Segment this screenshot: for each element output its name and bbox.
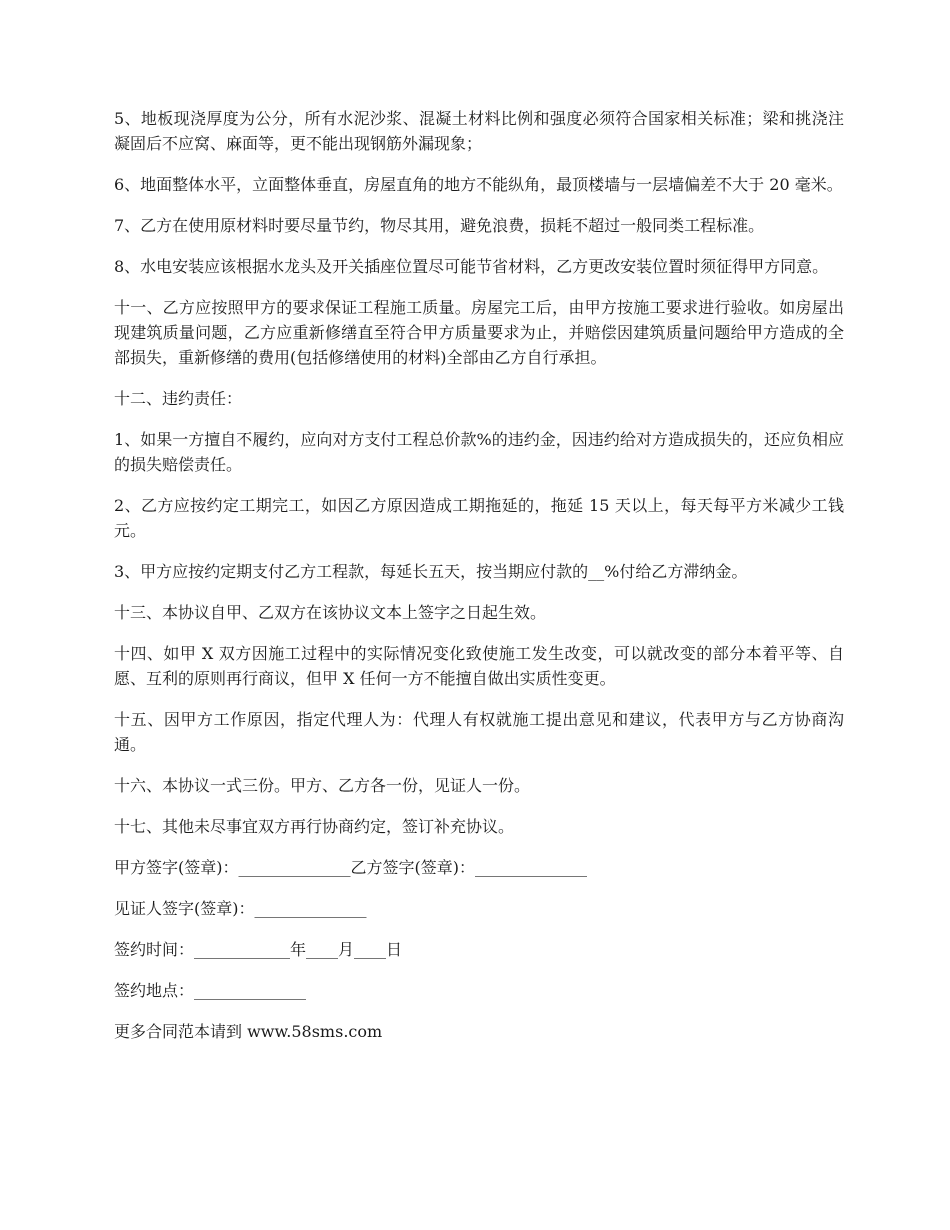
section-17: 十七、其他未尽事宜双方再行协商约定，签订补充协议。 [114,817,515,836]
clause-8: 8、水电安装应该根据水龙头及开关插座位置尽可能节省材料，乙方更改安装位置时须征得甲方同意。 [114,257,829,276]
section-15: 十五、因甲方工作原因，指定代理人为：代理人有权就施工提出意见和建议，代表甲方与乙方协商沟通。 [114,710,844,754]
contract-page [114,106,844,1060]
breach-clause-1: 1、如果一方擅自不履约，应向对方支付工程总价款%的违约金，因违约给对方造成损失的，还应负相应的损失赔偿责任。 [114,430,844,474]
section-16: 十六、本协议一式三份。甲方、乙方各一份，见证人一份。 [114,776,531,795]
section-13: 十三、本协议自甲、乙双方在该协议文本上签字之日起生效。 [114,603,547,622]
clause-6: 6、地面整体水平，立面整体垂直，房屋直角的地方不能纵角，最顶楼墙与一层墙偏差不大于 20 毫米。 [114,175,843,194]
clause-5: 5、地板现浇厚度为公分，所有水泥沙浆、混凝土材料比例和强度必须符合国家相关标准；梁和挑浇注凝固后不应窝、麻面等，更不能出现钢筋外漏现象； [114,109,844,153]
party-signature-line: 甲方签字(签章)：______________乙方签字(签章)：______________ [114,858,587,877]
breach-clause-3: 3、甲方应按约定期支付乙方工程款，每延长五天，按当期应付款的__%付给乙方滞纳金。 [114,562,748,581]
signing-date-line: 签约时间：____________年____月____日 [114,940,403,959]
section-11: 十一、乙方应按照甲方的要求保证工程施工质量。房屋完工后，由甲方按施工要求进行验收。如房屋出现建筑质量问题，乙方应重新修缮直至符合甲方质量要求为止，并赔偿因建筑质量问题给甲方造成的全部损失，重新修缮的费用(包括修缮使用的材料)全部由乙方自行承担。 [114,298,844,367]
breach-clause-2: 2、乙方应按约定工期完工，如因乙方原因造成工期拖延的，拖延 15 天以上，每天每平方米减少工钱元。 [114,496,844,540]
clause-7: 7、乙方在使用原材料时要尽量节约，物尽其用，避免浪费，损耗不超过一般同类工程标准。 [114,216,765,235]
section-14: 十四、如甲 X 双方因施工过程中的实际情况变化致使施工发生改变，可以就改变的部分本着平等、自愿、互利的原则再行商议，但甲 X 任何一方不能擅自做出实质性变更。 [114,644,844,688]
section-12-heading: 十二、违约责任： [114,389,243,408]
signing-place-line: 签约地点：______________ [114,981,307,1000]
footer-note: 更多合同范本请到 www.58sms.com [114,1022,383,1041]
witness-signature-line: 见证人签字(签章)：______________ [114,899,367,918]
